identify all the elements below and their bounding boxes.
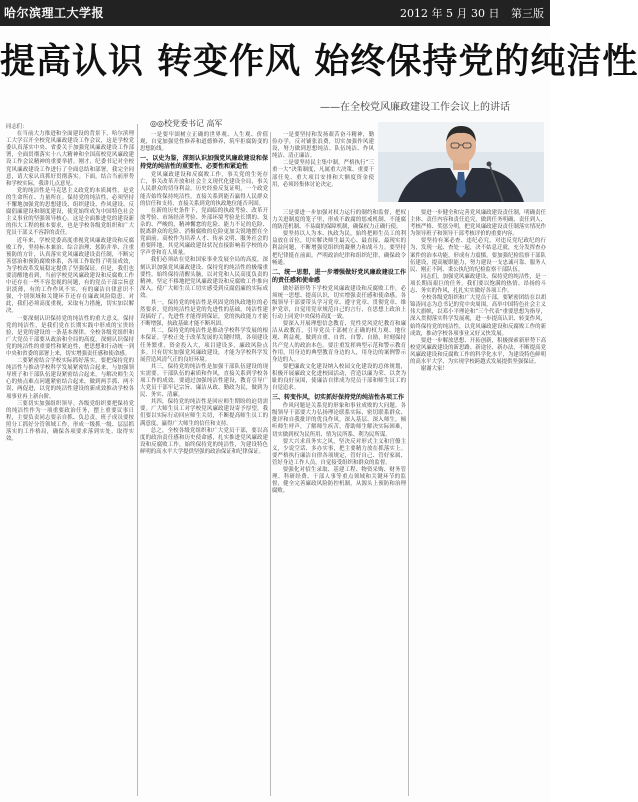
article-paragraph: 其一，保持党的纯洁性是巩固党的执政地位的必然要求。党的纯洁性是党的先进性的基础，纯洁性建设搞好了，先进性才能得到保证，党的执政能力才能不断增强，执政基础才能不断巩固。	[140, 299, 268, 328]
column-rule	[408, 210, 409, 796]
article-paragraph: 一是要坚持和发扬艰苦奋斗精神，勤俭办学，反对铺张浪费，切实加强作风建设，努力做到思想纯洁、队伍纯洁、作风纯洁、清正廉洁。	[272, 132, 374, 160]
article-paragraph: 同志们，加强党风廉政建设、保持党的纯洁性，是一项长期而艰巨的任务。我们要以饱满的热情、昂扬的斗志、务实的作风，扎扎实实做好各项工作。	[410, 273, 546, 295]
article-paragraph: 一是要牢固树立正确的世界观、人生观、价值观，自觉加强党性修养和道德修养，筑牢拒腐防变的思想防线。	[140, 132, 268, 153]
article-column-5	[410, 210, 546, 796]
column-rule	[137, 124, 138, 796]
article-paragraph: 二是要坚持民主集中制，严格执行“三重一大”决策制度，凡属重大决策、重要干部任免、重大项目安排和大额度资金使用，必须经集体讨论决定。	[272, 160, 374, 188]
issue-date: 2012 年 5 月 30 日	[400, 7, 500, 20]
article-paragraph: 其二，保持党的纯洁性是推动学校科学发展的根本保证。学校正处于改革发展的关键时期，各项建设任务繁重，资金投入大，项目建设多，廉政风险点多。只有切实加强党风廉政建设，才能为学校科学发展营造风清气正的良好环境。	[140, 328, 268, 363]
article-paragraph: 在新的历史条件下，党面临的执政考验、改革开放考验、市场经济考验、外部环境考验是长期的、复杂的、严峻的，精神懈怠的危险、能力不足的危险、脱离群众的危险、消极腐败的危险更加尖锐地摆在全党面前。高校作为培养人才、传承文明、服务社会的重要阵地，其党风廉政建设状况直接影响着学校的办学声誉和育人质量。	[140, 207, 268, 257]
article-column-1	[6, 124, 134, 796]
article-paragraph: 要坚持以人为本、执政为民，始终把师生员工的利益放在首位，切实解决师生最关心、最直接、最现实的利益问题，不断增强党组织的凝聚力和战斗力。要坚持把纪律挺在前面，严明政治纪律和组织纪律，确保政令畅通。	[272, 231, 406, 266]
article-paragraph: 要进一步健全和完善党风廉政建设责任制，明确责任主体、责任内容和责任追究，做到任务明确、责任到人、考核严格、奖惩分明，把党风廉政建设责任制落实情况作为领导班子和领导干部考核评价的重要内容。	[410, 210, 546, 238]
article-paragraph: 其四，保持党的纯洁性是回应师生期盼的迫切需要。广大师生员工对学校党风廉政建设寄予厚望，我们要以实际行动回应师生关切，不断提高师生员工的满意度，赢得广大师生的信任和支持。	[140, 399, 268, 427]
article-paragraph: 近年来，学校党委高度重视党风廉政建设和反腐败工作，坚持标本兼治、综合治理、惩防并举、注重预防的方针，认真落实党风廉政建设责任制，不断完善惩治和预防腐败体系，各项工作取得了明显成效，为学校改革发展稳定提供了坚强保证。但是，我们也要清醒地看到，当前学校党风廉政建设和反腐败工作中还存在一些不容忽视的问题，有的党员干部宗旨意识淡薄，有的工作作风不实，有的廉洁自律意识不强，个别领域和关键环节还存在廉政风险隐患。对此，我们必须高度重视，采取有力措施，切实加以解决。	[6, 237, 134, 315]
article-paragraph: 三是要进一步加强对权力运行的制约和监督，把权力关进制度的笼子里，形成不敢腐的惩戒机制、不能腐的防范机制、不易腐的保障机制，确保权力正确行使。	[272, 210, 406, 231]
article-paragraph: 谢谢大家！	[420, 366, 448, 373]
masthead	[0, 0, 550, 26]
article-paragraph: 一要深刻认识保持党的纯洁性的重大意义。保持党的纯洁性，是我们党在长期实践中形成的宝贵经验，是党的建设的一条基本规律。全校各级党组织和广大党员干部要从政治和全局的高度，深刻认识保持党的纯洁性的重要性和紧迫性，把思想和行动统一到中央和省委的部署上来，切实增强责任感和使命感。	[6, 315, 134, 357]
article-headline: 提高认识 转变作风 始终保持党的纯洁性	[0, 42, 638, 82]
article-paragraph: 全校各级党组织和广大党员干部，要紧密团结在以胡锦涛同志为总书记的党中央周围，高举中国特色社会主义伟大旗帜，以邓小平理论和“三个代表”重要思想为指导，深入贯彻落实科学发展观，进一步提高认识、转变作风，始终保持党的纯洁性，以党风廉政建设和反腐败工作的新成效，推动学校各项事业又好又快发展。	[410, 295, 546, 337]
speaker-photo-image	[378, 122, 544, 202]
article-column-2	[140, 132, 268, 796]
paper-name: 哈尔滨理工大学报	[4, 6, 105, 20]
section-heading: 二、统一思想，进一步增强做好党风廉政建设工作的责任感和使命感	[272, 268, 406, 284]
salutation: 同志们：	[6, 124, 28, 130]
article-paragraph: 做好新形势下学校党风廉政建设和反腐败工作，必须统一思想、提高认识，切实增强责任感和使命感。各级领导干部要带头学习党章、遵守党章、贯彻党章、维护党章，自觉用党章规范自己的言行，在思想上政治上行动上同党中央保持高度一致。	[272, 285, 406, 321]
column-rule	[270, 132, 271, 796]
article-column-4	[272, 210, 406, 796]
article-paragraph: 三要切实加强组织领导。各级党组织要把保持党的纯洁性作为一项重要政治任务，摆上重要议事日程，主要负责同志要亲自抓、负总责，班子成员要按照分工抓好分管领域工作，形成一级抓一级、层层抓落实的工作格局，确保各项要求落到实处、取得实效。	[6, 400, 134, 443]
article-paragraph: 我们必须站在党和国家事业发展全局的高度，深刻认识加强党风廉政建设、保持党的纯洁性的极端重要性，始终保持清醒头脑，以对党和人民高度负责的精神，坚定不移地把党风廉政建设和反腐败工作推向深入，使广大师生员工切实感受到反腐倡廉的实际成效。	[140, 257, 268, 299]
article-paragraph: 要强化对招生录取、基建工程、物资采购、财务管理、科研经费、干部人事等重点领域和关键环节的监督，健全完善廉政风险防控机制，从源头上预防和治理腐败。	[272, 467, 406, 495]
article-byline: ◎◎校党委书记 高军	[150, 119, 223, 128]
article-paragraph: 总之，全校各级党组织和广大党员干部，要以高度的政治责任感和历史使命感，扎实推进党风廉政建设和反腐败工作，始终保持党的纯洁性，为建设特色鲜明的高水平大学提供坚强的政治保证和纪律保证。	[140, 427, 268, 455]
article-paragraph: 要坚持有案必查、违纪必究，对违反党纪政纪的行为，发现一起、查处一起，决不姑息迁就，充分发挥查办案件的治本功能，形成有力震慑。要加强纪检监察干部队伍建设，提高履职能力，努力建设一支忠诚可靠、服务人民、刚正不阿、秉公执纪的纪检监察干部队伍。	[410, 238, 546, 273]
article-column-3	[272, 132, 374, 202]
article-paragraph: 其三，保持党的纯洁性是加强干部队伍建设的现实需要。干部队伍的素质和作风，直接关系到学校各项工作的成效。要通过加强纯洁性建设，教育引导广大党员干部牢记宗旨、廉洁从政、勤政为民，做到为民、务实、清廉。	[140, 363, 268, 399]
article-subtitle: ——在全校党风廉政建设工作会议上的讲话	[320, 102, 510, 113]
article-paragraph: 党的纯洁性是马克思主义政党的本质属性，是党的生命所在、力量所在。保持党的纯洁性，必须坚持不懈地加强党的思想建设、组织建设、作风建设、反腐倡廉建设和制度建设，使党始终成为中国特色社会主义事业的坚强领导核心。这是全面推进党的建设新的伟大工程的根本要求，也是学校各级党组织和广大党员干部义不容辞的责任。	[6, 187, 134, 237]
article-paragraph: 党风廉政建设和反腐败工作，事关党的生死存亡，事关改革开放和社会主义现代化建设全局，事关人民群众的切身利益。历史经验反复证明，一个政党能否始终保持纯洁性，直接关系到能否赢得人民群众的信任和支持，直接关系到党的执政地位能否巩固。	[140, 172, 268, 207]
section-heading: 一、以史为鉴，深刻认识加强党风廉政建设和保持党的纯洁性的重要性、必要性和紧迫性	[140, 155, 268, 171]
speaker-photo	[378, 122, 544, 202]
article-paragraph: 要深入开展理想信念教育、党性党风党纪教育和廉洁从政教育，引导党员干部树立正确的权力观、地位观、利益观，做到自重、自省、自警、自励，时刻保持共产党人的政治本色。要注重发挥典型示范和警示教育作用，用身边的典型教育身边的人，用身边的案例警示身边的人。	[272, 321, 406, 363]
article-paragraph: 二要紧密结合学校实际抓好落实。要把保持党的纯洁性与推动学校科学发展紧密结合起来，与加强领导班子和干部队伍建设紧密结合起来，与解决师生关心的热点难点问题紧密结合起来，做到两手抓、两不误、两促进，以党的纯洁性建设的新成效推动学校各项事业再上新台阶。	[6, 358, 134, 400]
article-paragraph: 在当前大力推进和全面建设的背景下，哈尔滨理工大学召开全校党风廉政建设工作会议，这是学校党委认真落实中央、省委关于加强党风廉政建设工作部署，全面贯彻落实十八大精神和全国高校党风廉政建设工作会议精神的重要举措。刚才，纪委书记对全校党风廉政建设工作进行了全面总结和部署，我完全同意，请大家认真抓好贯彻落实。下面，结合当前形势和学校实际，我讲几点意见。	[6, 131, 134, 187]
article-paragraph: 作风问题是关系党的形象和事业成败的大问题。各级领导干部要大力弘扬理论联系实际、密切联系群众、批评和自我批评的优良作风，深入基层、深入师生，倾听师生呼声，了解师生疾苦，帮助师生解决实际困难，切实做到权为民所用、情为民所系、利为民所谋。	[272, 403, 406, 438]
masthead-info	[392, 5, 544, 21]
article-paragraph: 要进一步解放思想、开拓创新，积极探索新形势下高校党风廉政建设的新思路、新途径、新办法，不断提高党风廉政建设和反腐败工作的科学化水平，为建设特色鲜明的高水平大学、为实现学校跨越式发展提供坚强保证。	[410, 337, 546, 365]
section-heading: 三、转变作风，切实抓好保持党的纯洁性各项工作	[272, 394, 405, 402]
page-number: 第三版	[511, 7, 544, 20]
article-paragraph: 要把廉政文化建设纳入校园文化建设的总体规划，积极开展廉政文化进校园活动，营造以廉为荣、以贪为耻的良好氛围，使廉洁自律成为党员干部和师生员工的自觉追求。	[272, 363, 406, 392]
article-paragraph: 要大兴求真务实之风，坚决反对形式主义和官僚主义，少说空话、多办实事，把主要精力放在抓落实上。要严格执行廉洁自律各项规定，管好自己、管好家属、管好身边工作人员，自觉接受组织和群众的监督。	[272, 438, 406, 466]
